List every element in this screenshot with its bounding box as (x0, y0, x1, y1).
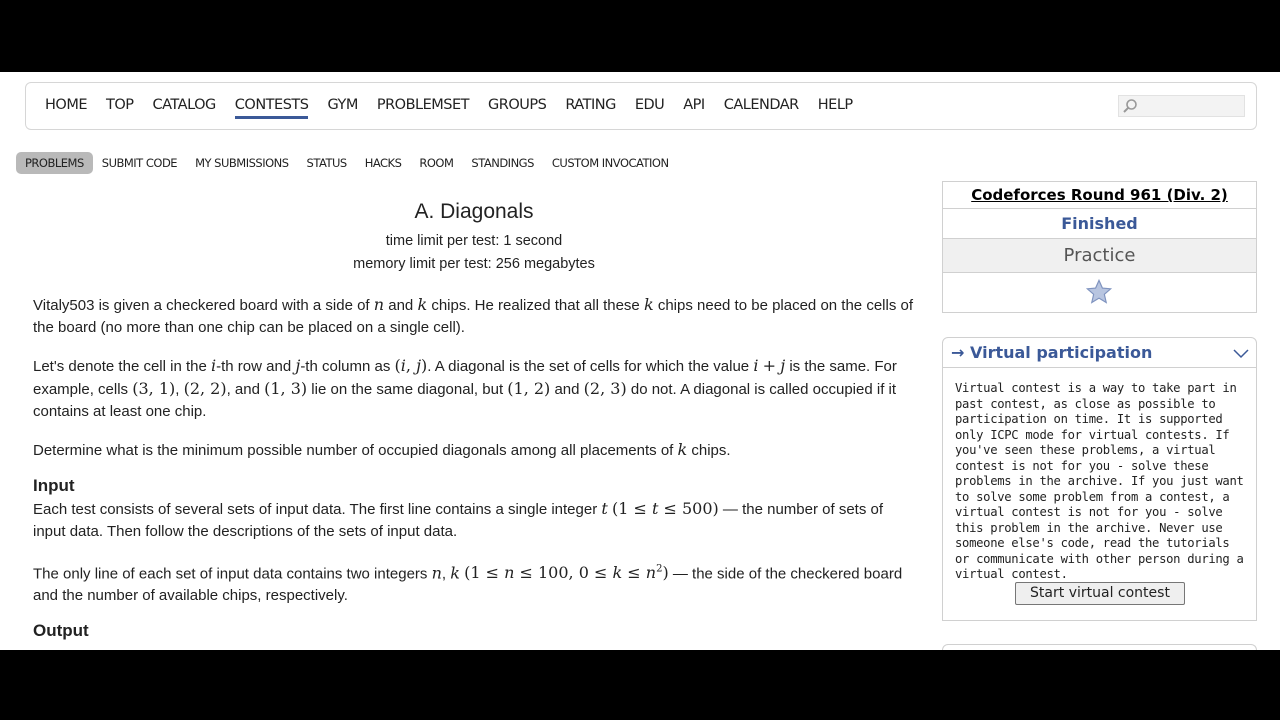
nav-item-gym[interactable]: GYM (327, 97, 358, 113)
start-virtual-contest-button[interactable]: Start virtual contest (1015, 582, 1185, 605)
contest-name-link[interactable]: Codeforces Round 961 (Div. 2) (943, 182, 1256, 209)
problem-statement (33, 200, 915, 641)
tab-submit-code[interactable]: SUBMIT CODE (101, 156, 178, 170)
contest-status: Finished (943, 209, 1256, 239)
input-paragraph: Each test consists of several sets of input data. The first line contains a single integer t (1 ≤ t ≤ 500) — the number of sets of input data. Then follow the descriptions of the sets of input data. (33, 499, 884, 540)
statement-paragraph: Vitaly503 is given a checkered board with a side of n and k chips. He realized that all these k chips need to be placed on the cells of the board (no more than one chip can be placed on a single cell). (33, 295, 913, 336)
page (0, 72, 1280, 650)
star-icon[interactable] (1085, 278, 1113, 306)
nav-item-calendar[interactable]: CALENDAR (723, 97, 799, 113)
tab-my-submissions[interactable]: MY SUBMISSIONS (195, 156, 289, 170)
sidebar-next-box (942, 644, 1257, 650)
nav-item-catalog[interactable]: CATALOG (152, 97, 216, 113)
virtual-participation-header[interactable] (943, 338, 1256, 368)
output-section-title: Output (33, 621, 89, 641)
nav-item-help[interactable]: HELP (817, 97, 853, 113)
contest-mode: Practice (943, 239, 1256, 273)
nav-item-groups[interactable]: GROUPS (488, 97, 547, 113)
nav-item-edu[interactable]: EDU (634, 97, 665, 113)
top-navigation (25, 82, 1257, 130)
nav-item-top[interactable]: TOP (106, 97, 134, 113)
virtual-participation-text: Virtual contest is a way to take part in past contest, as close as possible to participation on time. It is supported only ICPC mode for virtual contests. If you've seen these problems, a virtual contest is not for you - solve these problems in the archive. If you just want to solve some problem from a contest, a virtual contest is not for you - solve this problem in the archive. Never use someone else's code, read the tutorials or communicate with other person during a virtual contest. (955, 381, 1244, 581)
nav-item-problemset[interactable]: PROBLEMSET (376, 97, 470, 113)
nav-item-rating[interactable]: RATING (565, 97, 616, 113)
statement-paragraph: Let's denote the cell in the i-th row and j-th column as (i, j). A diagonal is the set of cells for which the value i + j is the same. For example, cells (3, 1), (2, 2), and (1, 3) lie on the same diagonal, but (1, 2) and (2, 3) do not. A diagonal is called occupied if it contains at least one chip. (33, 356, 897, 420)
input-section-title: Input (33, 476, 75, 495)
search-input[interactable] (1118, 95, 1245, 117)
contest-info-box (942, 181, 1257, 313)
tab-custom-invocation[interactable]: CUSTOM INVOCATION (551, 156, 669, 170)
input-paragraph: The only line of each set of input data contains two integers n, k (1 ≤ n ≤ 100, $0 \le k \le n^2$) — the side of the checkered board and the number of available chips, respectively. (33, 563, 903, 605)
tab-problems[interactable]: PROBLEMS (16, 152, 93, 174)
problem-limits (33, 230, 915, 276)
virtual-participation-box (942, 337, 1257, 621)
chevron-down-icon[interactable] (1233, 349, 1249, 359)
tab-hacks[interactable]: HACKS (364, 156, 402, 170)
virtual-participation-title: → Virtual participation (951, 343, 1153, 362)
nav-item-contests[interactable]: CONTESTS (235, 97, 309, 119)
statement-paragraph: Determine what is the minimum possible number of occupied diagonals among all placements of k chips. (33, 440, 731, 459)
tab-standings[interactable]: STANDINGS (471, 156, 534, 170)
time-limit: time limit per test: 1 second (385, 233, 563, 249)
favourite-row (943, 273, 1256, 312)
search-icon (1122, 98, 1138, 114)
memory-limit: memory limit per test: 256 megabytes (353, 256, 595, 272)
problem-title: A. Diagonals (414, 200, 534, 223)
tab-status[interactable]: STATUS (306, 156, 347, 170)
problem-subnav (16, 152, 678, 174)
top-nav-list (45, 97, 872, 119)
nav-item-home[interactable]: HOME (45, 97, 87, 113)
tab-room[interactable]: ROOM (419, 156, 454, 170)
nav-item-api[interactable]: API (683, 97, 705, 113)
